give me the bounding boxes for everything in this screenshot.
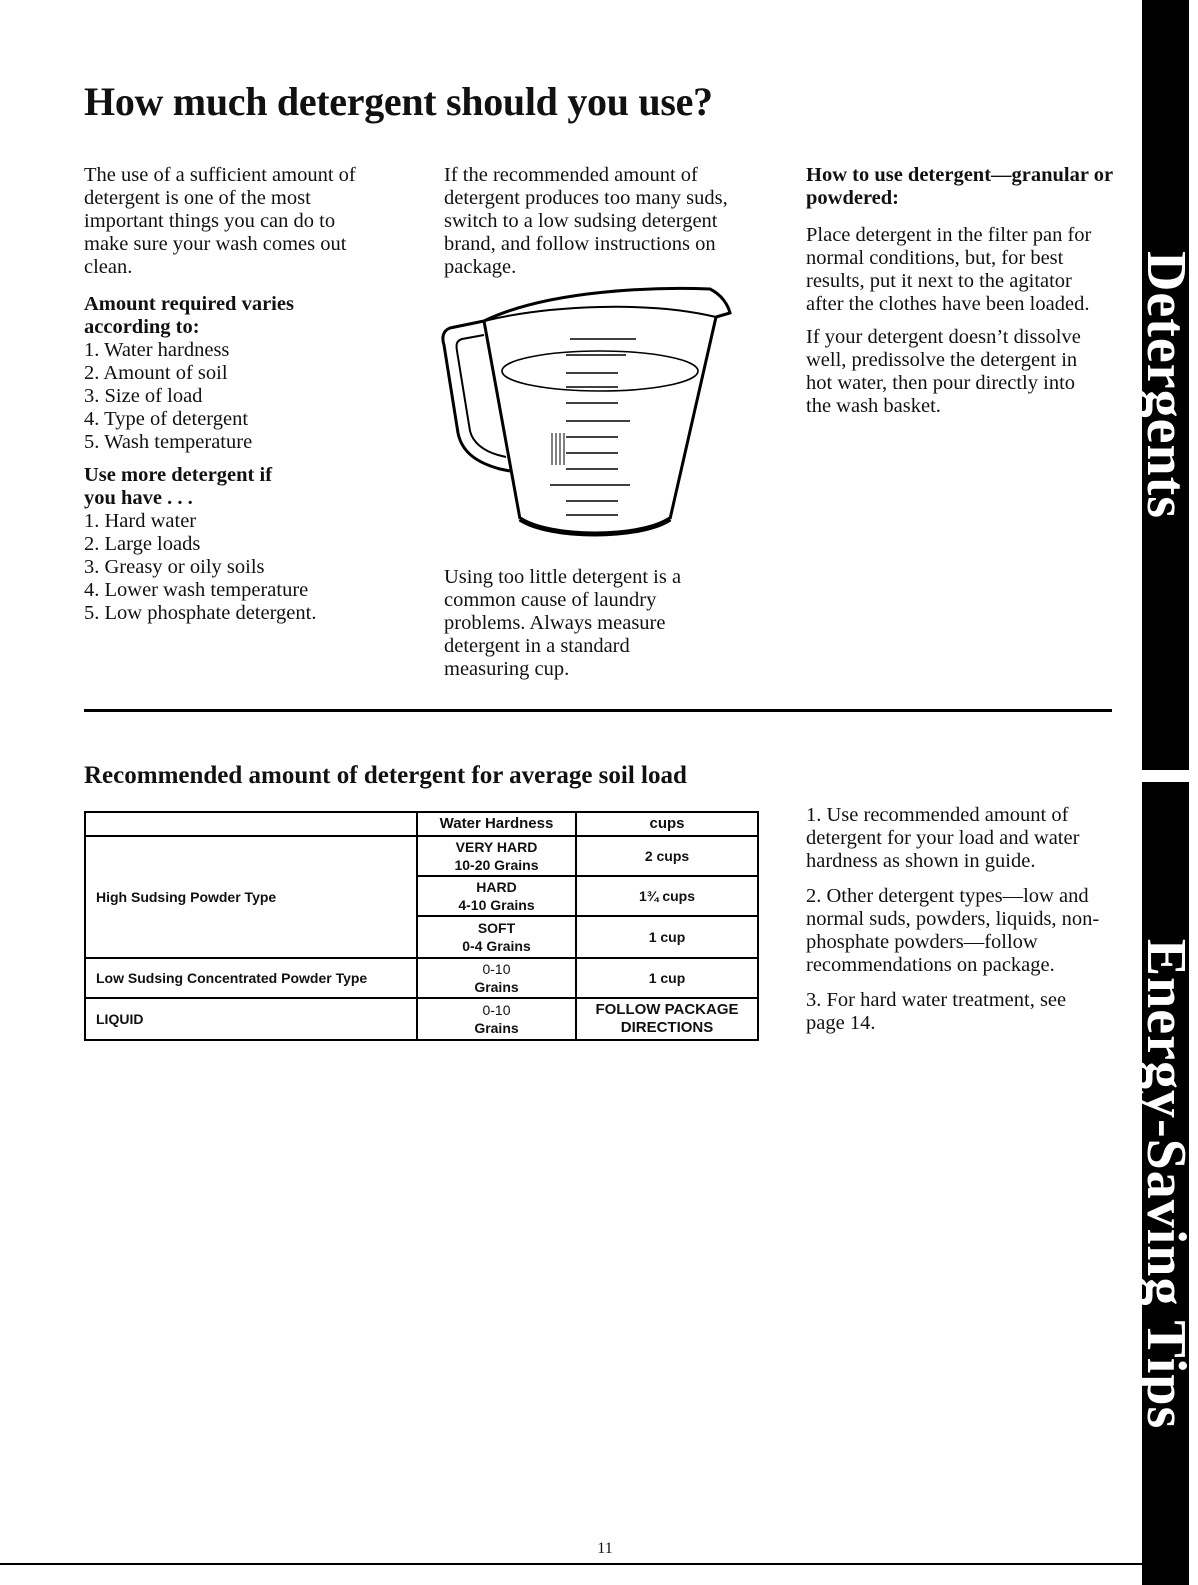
note-item: 1. Use recommended amount of detergent for your load and water hardness as shown in guide. — [806, 804, 1080, 872]
hardness-cell — [417, 958, 576, 998]
cups-cell: 1¾ cups — [576, 876, 758, 916]
list-item: 3. Greasy or oily soils — [84, 556, 265, 578]
hardness-cell — [417, 998, 576, 1040]
list-item: 1. Hard water — [84, 510, 197, 532]
hardness-cell — [417, 916, 576, 958]
type-cell: LIQUID — [85, 998, 417, 1040]
more-list — [84, 510, 384, 625]
hardness-label: VERY HARD — [455, 839, 538, 855]
hardness-label: SOFT — [477, 920, 516, 936]
varies-heading: Amount required varies according to: — [84, 293, 294, 338]
grains-label: 10-20 Grains — [454, 857, 539, 873]
guide-notes — [806, 804, 1106, 1047]
column-suds — [444, 164, 744, 279]
type-cell: High Sudsing Powder Type — [85, 836, 417, 958]
cups-line: DIRECTIONS — [620, 1019, 714, 1036]
list-item: 1. Water hardness — [84, 339, 230, 361]
grains-label: 0-4 Grains — [462, 938, 531, 954]
page-number: 11 — [597, 1540, 613, 1557]
range-label: 0-10 — [482, 1002, 511, 1018]
note-item: 2. Other detergent types—low and normal suds, powders, liquids, non-phosphate powders—follow recommendations on package. — [806, 885, 1100, 976]
cups-cell — [576, 998, 758, 1040]
column-factors — [84, 164, 384, 625]
hardness-cell — [417, 876, 576, 916]
measure-paragraph: Using too little detergent is a common cause of laundry problems. Always measure detergent in a standard measuring cup. — [444, 566, 682, 680]
section-divider — [84, 709, 1112, 712]
table-row — [85, 958, 758, 998]
table-row — [85, 836, 758, 876]
cups-line: FOLLOW PACKAGE — [595, 1001, 739, 1018]
page-title: How much detergent should you use? — [84, 79, 713, 124]
usage-heading: How to use detergent—granular or powdered: — [806, 164, 1113, 209]
table-header-row — [85, 812, 758, 836]
list-item: 5. Wash temperature — [84, 431, 253, 453]
list-item: 2. Amount of soil — [84, 362, 228, 384]
table-row — [85, 998, 758, 1040]
grains-label: Grains — [474, 1020, 519, 1036]
bottom-rule — [0, 1563, 1142, 1565]
list-item: 3. Size of load — [84, 385, 203, 407]
grains-label: Grains — [474, 979, 519, 995]
cups-cell: 1 cup — [576, 916, 758, 958]
table-header-cell — [85, 812, 417, 836]
side-tab-energy-saving — [1134, 782, 1197, 1585]
list-item: 4. Type of detergent — [84, 408, 249, 430]
type-cell: Low Sudsing Concentrated Powder Type — [85, 958, 417, 998]
table-header-cell: cups — [576, 812, 758, 836]
intro-paragraph: The use of a sufficient amount of detergent is one of the most important things you can do to make sure your wash comes out clean. — [84, 164, 356, 278]
usage-paragraph-1: Place detergent in the filter pan for normal conditions, but, for best results, put it next to the agitator after the clothes have been loaded. — [806, 224, 1092, 315]
hardness-cell — [417, 836, 576, 876]
cups-cell: 2 cups — [576, 836, 758, 876]
detergent-guide-table — [84, 811, 759, 1041]
usage-paragraph-2: If your detergent doesn’t dissolve well, predissolve the detergent in hot water, then pour directly into the wash basket. — [806, 326, 1081, 417]
range-label: 0-10 — [482, 961, 511, 977]
section-title: Recommended amount of detergent for average soil load — [84, 762, 687, 789]
side-tab-label: Energy-Saving Tips — [1134, 938, 1197, 1429]
list-item: 2. Large loads — [84, 533, 201, 555]
side-tab-detergents — [1134, 0, 1197, 770]
table-header-cell: Water Hardness — [417, 812, 576, 836]
more-heading: Use more detergent if you have . . . — [84, 464, 273, 509]
cups-cell: 1 cup — [576, 958, 758, 998]
list-item: 4. Lower wash temperature — [84, 579, 309, 601]
grains-label: 4-10 Grains — [458, 897, 535, 913]
hardness-label: HARD — [476, 879, 517, 895]
measuring-cup-illustration — [440, 283, 740, 543]
column-usage — [806, 164, 1116, 418]
column-measure — [444, 566, 704, 681]
varies-list — [84, 339, 384, 454]
suds-paragraph: If the recommended amount of detergent produces too many suds, switch to a low sudsing detergent brand, and follow instructions on package. — [444, 164, 728, 278]
list-item: 5. Low phosphate detergent. — [84, 602, 317, 624]
side-tab-label: Detergents — [1134, 250, 1197, 520]
note-item: 3. For hard water treatment, see page 14. — [806, 989, 1067, 1034]
